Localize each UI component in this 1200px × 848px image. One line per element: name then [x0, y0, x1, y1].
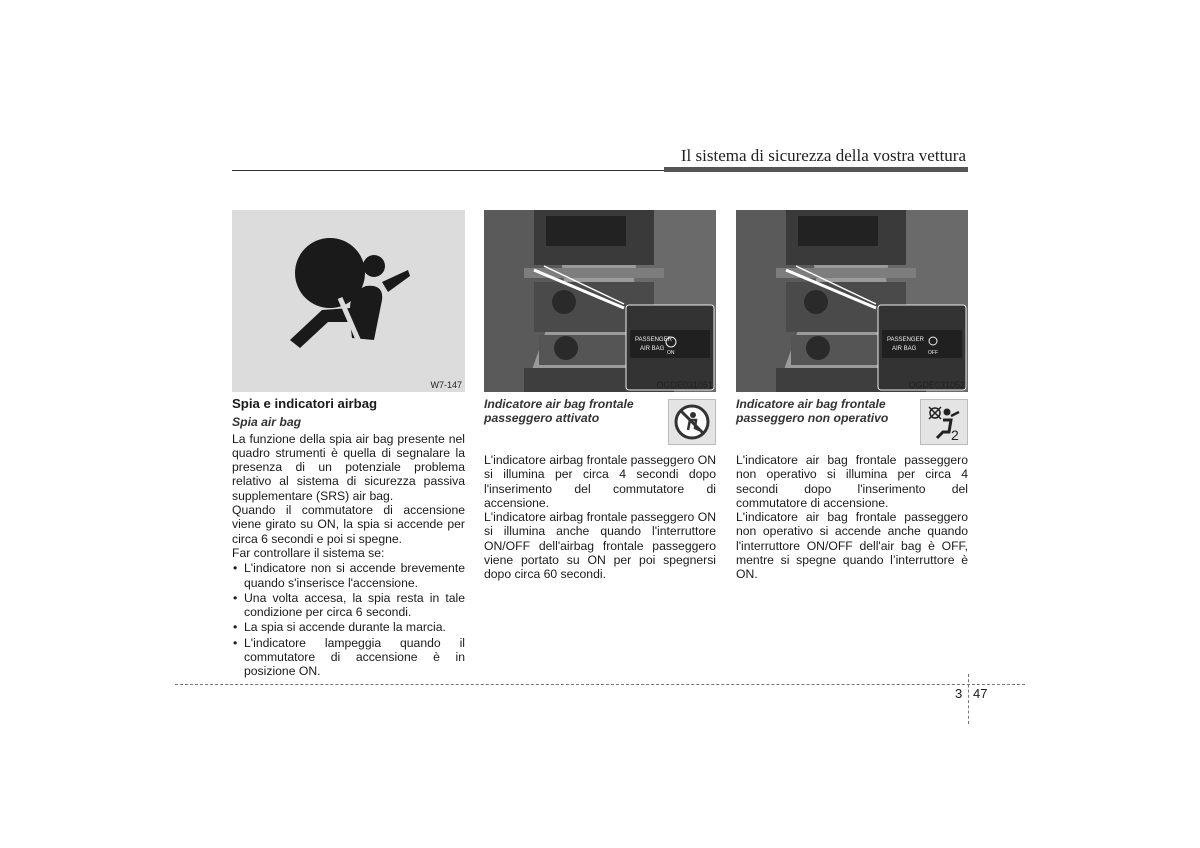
panel-state-text: ON [667, 350, 675, 356]
paragraph: Quando il commutatore di accensione viene girato su ON, la spia si accende per circa 6 secondi e poi si spegne. [232, 503, 465, 546]
page-number: 47 [973, 686, 988, 701]
list-item: • Una volta accesa, la spia resta in tale condizione per circa 6 secondi. [232, 591, 465, 620]
column-airbag-warning [232, 397, 465, 679]
list-item: • L'indicatore lampeggia quando il commutatore di accensione è in posizione ON. [232, 636, 465, 679]
passenger-airbag-off-indicator-icon [920, 399, 968, 445]
indicator-caption: Indicatore air bag frontale passeggero non operativo [736, 397, 889, 425]
figure-code: OGDE031052 [908, 380, 965, 390]
figure-dashboard-passenger-airbag-off [736, 210, 968, 392]
figure-airbag-warning [232, 210, 465, 392]
icon-digit: 2 [951, 427, 959, 443]
figure-code: W7-147 [430, 380, 462, 390]
airbag-person-icon [232, 210, 465, 392]
list-item: • La spia si accende durante la marcia. [232, 620, 465, 634]
header-rule [232, 170, 664, 171]
page-header-title: Il sistema di sicurezza della vostra vettura [680, 146, 966, 165]
footer-rule [175, 684, 1025, 685]
paragraph: L'indicatore airbag frontale passeggero ON si illumina anche quando l'interruttore ON/OFF dell'airbag frontale passeggero viene portato su ON per poi spegnersi dopo circa 60 secondi. [484, 510, 716, 582]
paragraph: La funzione della spia air bag presente nel quadro strumenti è quella di segnalare la presenza di un potenziale problema relativo al sistema di sicurezza passiva supplementare (SRS) air bag. [232, 431, 465, 503]
paragraph: L'indicatore airbag frontale passeggero ON si illumina per circa 4 secondi dopo l'inserimento del commutatore di accensione. [484, 453, 716, 510]
list-item: • L'indicatore non si accende brevemente quando s'inserisce l'accensione. [232, 561, 465, 590]
svg-text:AIR BAG: AIR BAG [640, 346, 665, 352]
footer-divider [968, 674, 969, 724]
passenger-airbag-on-indicator-icon [668, 399, 716, 445]
paragraph: Far controllare il sistema se: [232, 545, 385, 560]
svg-text:PASSENGER: PASSENGER [635, 337, 672, 343]
panel-state-text: OFF [928, 350, 938, 356]
check-list [232, 561, 465, 678]
paragraph: L'indicatore air bag frontale passeggero non operativo si accende anche quando l'interruttore ON/OFF dell'air bag è OFF, mentre si spegne quando l’interruttore è ON. [736, 510, 968, 582]
dashboard-photo [736, 210, 968, 392]
svg-text:AIR BAG: AIR BAG [892, 346, 917, 352]
paragraph: L'indicatore air bag frontale passeggero non operativo si illumina per circa 4 secondi dopo l'inserimento del commutatore di accensione. [736, 453, 968, 510]
svg-text:PASSENGER: PASSENGER [887, 337, 924, 343]
dashboard-photo [484, 210, 716, 392]
chapter-number: 3 [955, 686, 963, 701]
indicator-caption: Indicatore air bag frontale passeggero attivato [484, 397, 634, 425]
figure-code: OGDE031051 [656, 380, 713, 390]
header-rule-accent [664, 167, 968, 172]
figure-dashboard-passenger-airbag-on [484, 210, 716, 392]
subsection-title: Spia air bag [232, 415, 302, 430]
section-title: Spia e indicatori airbag [232, 396, 378, 411]
